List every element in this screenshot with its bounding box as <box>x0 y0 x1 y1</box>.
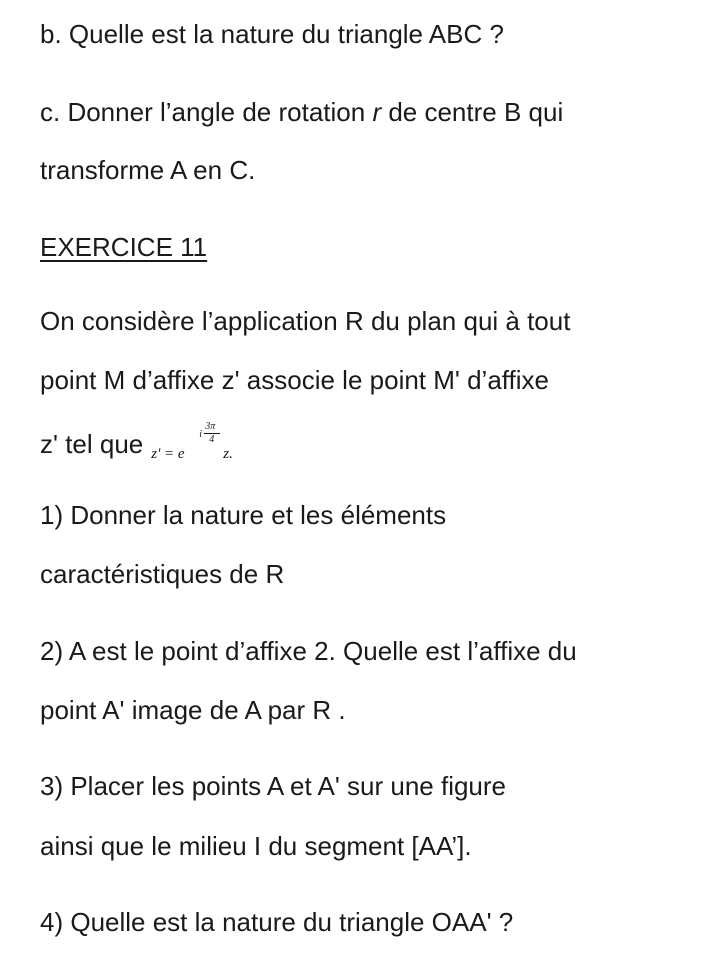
rotation-formula <box>151 421 251 462</box>
question-3-line1: 3) Placer les points A et A' sur une figure <box>40 771 507 801</box>
formula-exp-i: i <box>199 429 203 440</box>
question-b: b. Quelle est la nature du triangle ABC ? <box>40 19 504 49</box>
question-2-line2: point A' image de A par R . <box>40 695 346 725</box>
question-4: 4) Quelle est la nature du triangle OAA' ? <box>40 907 514 937</box>
question-2-line1: 2) A est le point d’affixe 2. Quelle est l’affixe du <box>40 636 577 666</box>
formula-tail: z. <box>223 446 233 462</box>
question-c-text-end: de centre B qui <box>381 97 564 127</box>
rotation-variable: r <box>372 97 382 127</box>
intro-line2: point M d’affixe z' associe le point M' d’affixe <box>40 365 550 395</box>
question-c-line1 <box>40 96 563 128</box>
question-1-line2: caractéristiques de R <box>40 559 285 589</box>
intro-line1: On considère l’application R du plan qui à tout <box>40 306 571 336</box>
intro-line3 <box>40 421 251 462</box>
intro-line3-text: z' tel que <box>40 429 144 459</box>
exercise-heading: EXERCICE 11 <box>40 232 208 262</box>
question-c-line2: transforme A en C. <box>40 155 256 185</box>
formula-base: z' = e <box>151 446 185 462</box>
formula-exp-numerator: 3π <box>205 421 216 432</box>
question-c-text-start: c. Donner l’angle de rotation <box>40 97 373 127</box>
question-1-line1: 1) Donner la nature et les éléments <box>40 500 447 530</box>
formula-exp-denominator: 4 <box>209 434 215 445</box>
question-3-line2: ainsi que le milieu I du segment [AA’]. <box>40 831 472 861</box>
